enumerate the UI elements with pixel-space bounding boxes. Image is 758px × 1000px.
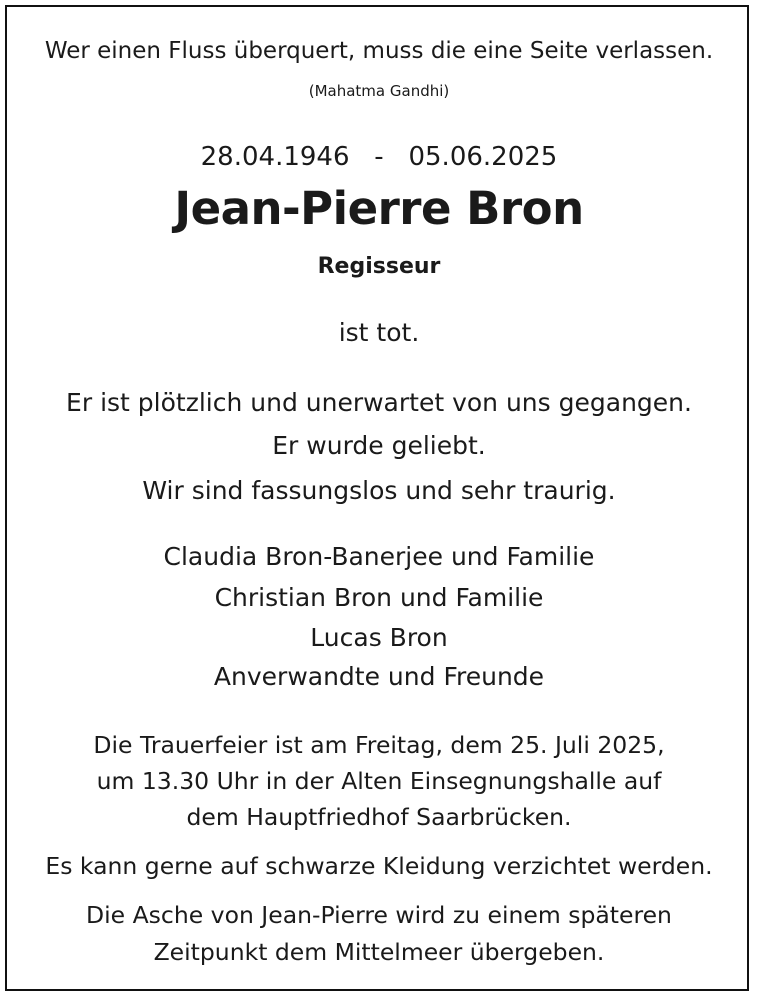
quote-text: Wer einen Fluss überquert, muss die eine Seite verlassen. [44, 38, 714, 64]
family-member: Claudia Bron-Banerjee und Familie [163, 542, 595, 571]
family-member: Christian Bron und Familie [214, 583, 544, 612]
status-text: ist tot. [338, 318, 420, 347]
service-line: dem Hauptfriedhof Saarbrücken. [186, 803, 572, 831]
family-member: Lucas Bron [310, 623, 448, 652]
message-line: Wir sind fassungslos und sehr traurig. [142, 476, 616, 505]
service-line: Die Trauerfeier ist am Freitag, dem 25. Juli 2025, [93, 731, 665, 759]
profession: Regisseur [317, 254, 441, 279]
deceased-name: Jean-Pierre Bron [174, 182, 584, 235]
message-line: Er ist plötzlich und unerwartet von uns gegangen. [66, 388, 692, 417]
clothing-note: Es kann gerne auf schwarze Kleidung verzichtet werden. [45, 852, 713, 880]
family-member: Anverwandte und Freunde [213, 662, 545, 691]
message-line: Er wurde geliebt. [272, 431, 486, 460]
ashes-line: Die Asche von Jean-Pierre wird zu einem späteren [86, 901, 672, 929]
life-dates: 28.04.1946 - 05.06.2025 [200, 142, 558, 172]
service-line: um 13.30 Uhr in der Alten Einsegnungshalle auf [96, 767, 662, 795]
ashes-line: Zeitpunkt dem Mittelmeer übergeben. [153, 938, 605, 966]
quote-author: (Mahatma Gandhi) [308, 82, 450, 100]
